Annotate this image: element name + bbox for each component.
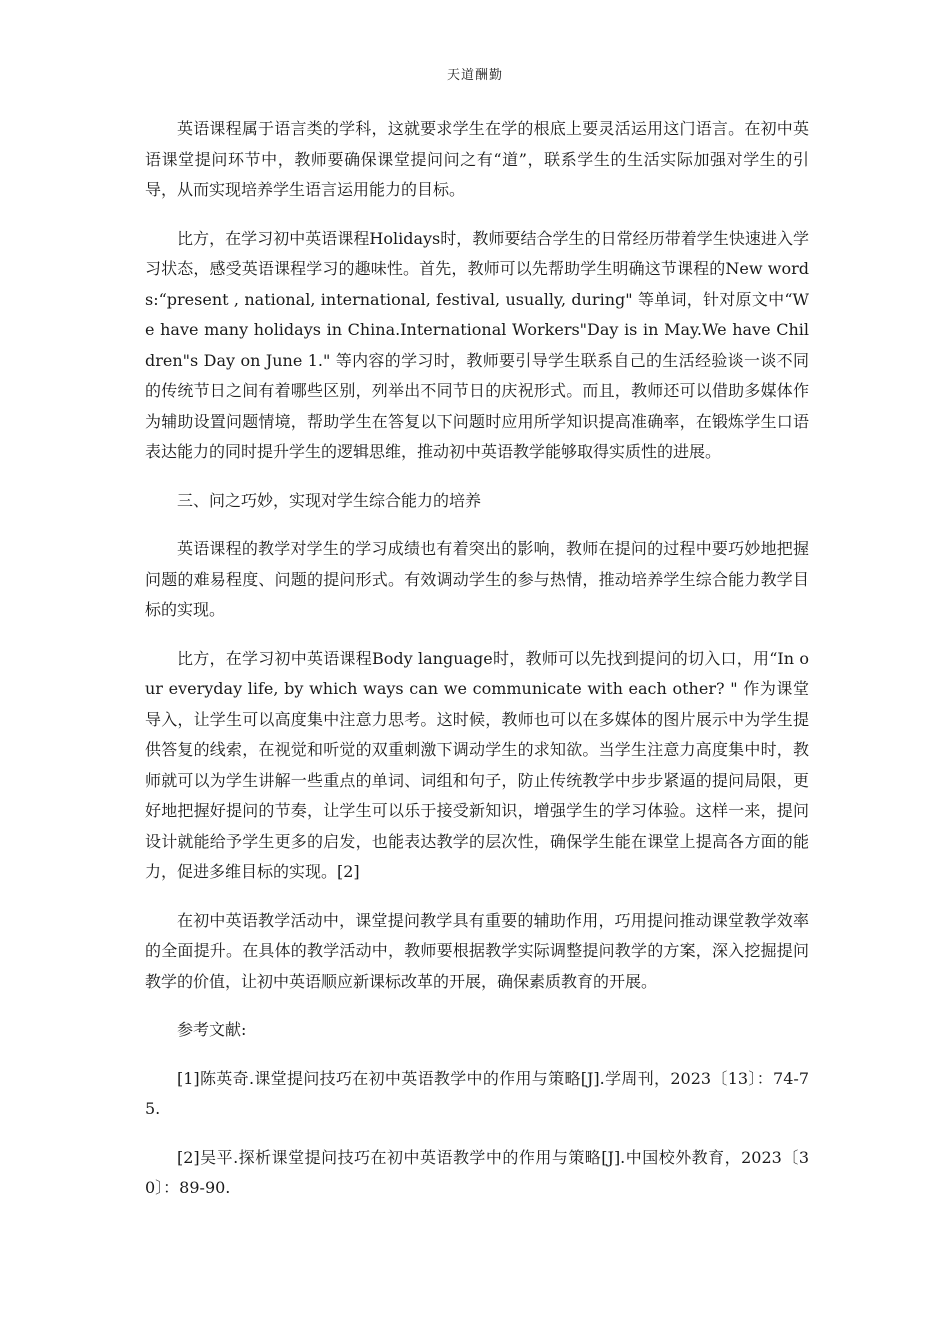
references-title: 参考文献: [177, 1020, 247, 1039]
paragraph-3: 英语课程的教学对学生的学习成绩也有着突出的影响，教师在提问的过程中要巧妙地把握问题的难易程度、问题的提问形式。有效调动学生的参与热情，推动培养学生综合能力教学目标的实现。 [145, 539, 809, 619]
paragraph-5: 在初中英语教学活动中，课堂提问教学具有重要的辅助作用，巧用提问推动课堂教学效率的全面提升。在具体的教学活动中，教师要根据教学实际调整提问教学的方案，深入挖掘提问教学的价值，让初中英语顺应新课标改革的开展，确保素质教育的开展。 [145, 910, 809, 991]
page-header: 天道酬勤 [446, 68, 503, 83]
paragraph-4: 比方，在学习初中英语课程Body language时，教师可以先找到提问的切入口，用“In our everyday life, by which ways can we communicate with each other? " 作为课堂导入，让学生可以高度集中注意力思考。这时候，教师也可以在多媒体的图片展示中为学生提供答复的线索，在视觉和听觉的双重刺激下调动学生的求知欲。当学生注意力高度集中时，教师就可以为学生讲解一些重点的单词、词组和句子，防止传统教学中步步紧逼的提问局限，更好地把握好提问的节奏，让学生可以乐于接受新知识，增强学生的学习体验。这样一来，提问设计就能给予学生更多的启发，也能表达教学的层次性，确保学生能在课堂上提高各方面的能力，促进多维目标的实现。[2] [145, 648, 809, 881]
reference-item-1: [1]陈英奇.课堂提问技巧在初中英语教学中的作用与策略[J].学周刊，2023〔13〕：74-75. [145, 1068, 809, 1118]
paragraph-2: 比方，在学习初中英语课程Holidays时，教师要结合学生的日常经历带着学生快速进入学习状态，感受英语课程学习的趣味性。首先，教师可以先帮助学生明确这节课程的New words:“present , national, international, festival, usually, during" 等单词，针对原文中“We have many holidays in China.International Workers"Day is in May.We have Children"s Day on June 1." 等内容的学习时，教师要引导学生联系自己的生活经验谈一谈不同的传统节日之间有着哪些区别，列举出不同节日的庆祝形式。而且，教师还可以借助多媒体作为辅助设置问题情境，帮助学生在答复以下问题时应用所学知识提高准确率，在锻炼学生口语表达能力的同时提升学生的逻辑思维，推动初中英语教学能够取得实质性的进展。 [145, 228, 809, 461]
reference-item-2: [2]吴平.探析课堂提问技巧在初中英语教学中的作用与策略[J].中国校外教育，2023〔30〕：89-90. [145, 1147, 809, 1197]
section-heading-3: 三、问之巧妙，实现对学生综合能力的培养 [177, 490, 482, 510]
paragraph-1: 英语课程属于语言类的学科，这就要求学生在学的根底上要灵活运用这门语言。在初中英语课堂提问环节中，教师要确保课堂提问问之有“道”，联系学生的生活实际加强对学生的引导，从而实现培养学生语言运用能力的目标。 [145, 119, 809, 199]
document-body [145, 114, 809, 1204]
